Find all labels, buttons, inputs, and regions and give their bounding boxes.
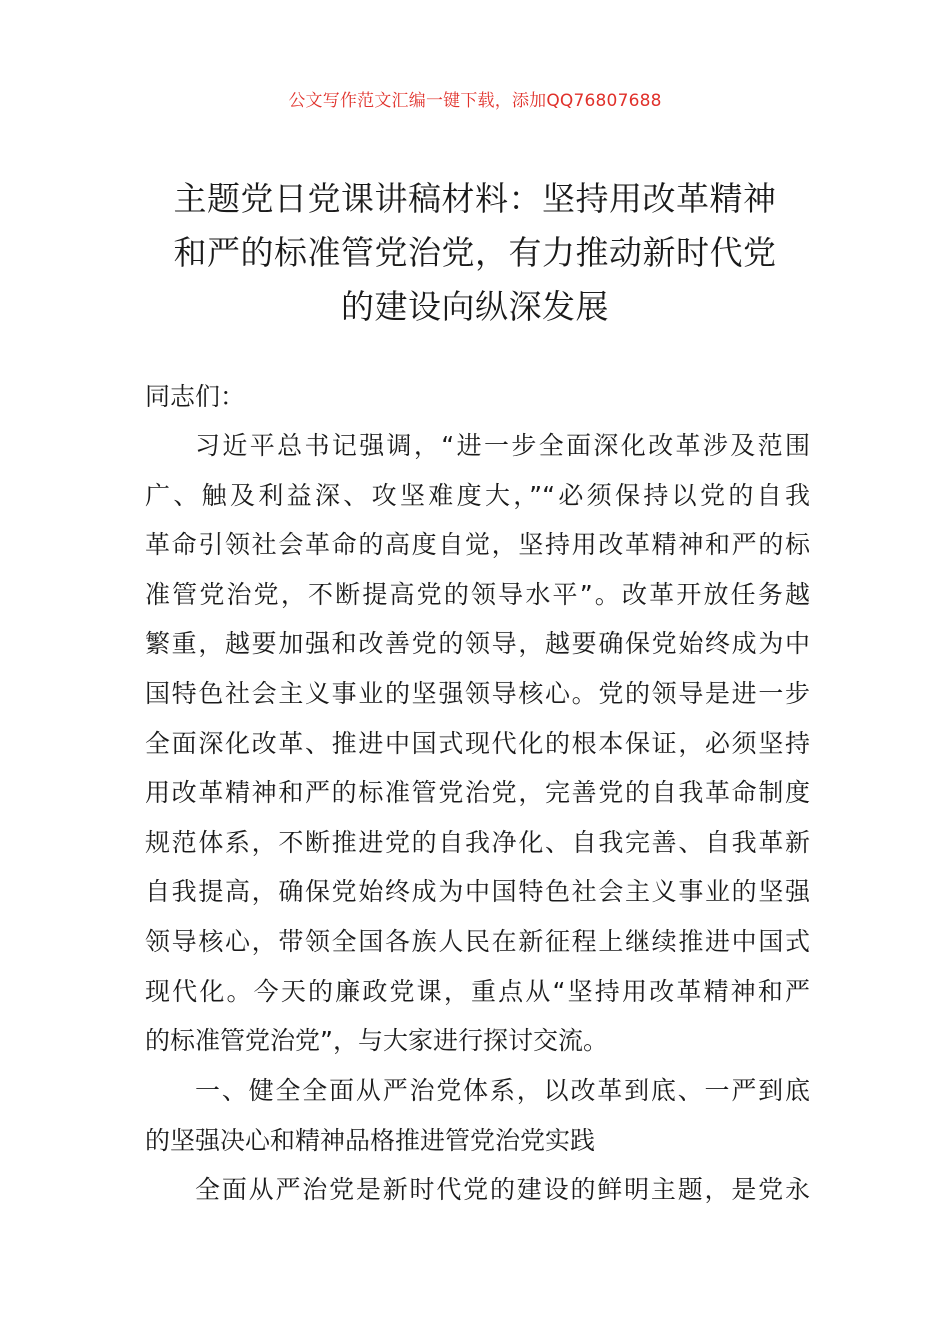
title-line: 和严的标准管党治党，有力推动新时代党 [173, 233, 777, 272]
paragraph-line: 领导核心，带领全国各族人民在新征程上继续推进中国式 [145, 926, 810, 956]
heading-line: 一、健全全面从严治党体系，以改革到底、一严到底 [195, 1076, 810, 1105]
heading-line: 的坚强决心和精神品格推进管党治党实践 [145, 1125, 596, 1155]
section-heading-1 [145, 1066, 810, 1165]
paragraph-line: 准管党治党，不断提高党的领导水平”。改革开放任务越 [145, 579, 810, 609]
paragraph-line: 国特色社会主义事业的坚强领导核心。党的领导是进一步 [145, 678, 810, 708]
paragraph-line: 全面深化改革、推进中国式现代化的根本保证，必须坚持 [145, 728, 810, 758]
paragraph-line: 革命引领社会革命的高度自觉，坚持用改革精神和严的标 [145, 530, 810, 560]
paragraph-intro [145, 421, 810, 1066]
paragraph-line: 全面从严治党是新时代党的建设的鲜明主题，是党永 [195, 1175, 810, 1204]
title-line: 的建设向纵深发展 [341, 287, 609, 326]
paragraph-line: 自我提高，确保党始终成为中国特色社会主义事业的坚强 [145, 877, 810, 907]
document-title [140, 172, 810, 334]
paragraph-line: 习近平总书记强调，“进一步全面深化改革涉及范围 [195, 431, 810, 460]
paragraph-line: 的标准管党治党”，与大家进行探讨交流。 [145, 1026, 608, 1056]
paragraph-line: 广、触及利益深、攻坚难度大，”“必须保持以党的自我 [145, 480, 810, 510]
paragraph-line: 现代化。今天的廉政党课，重点从“坚持用改革精神和严 [145, 976, 810, 1006]
paragraph-line: 用改革精神和严的标准管党治党，完善党的自我革命制度 [145, 778, 810, 808]
paragraph-line: 规范体系，不断推进党的自我净化、自我完善、自我革新 [145, 827, 810, 857]
paragraph-line: 繁重，越要加强和改善党的领导，越要确保党始终成为中 [145, 629, 810, 659]
paragraph-section-1 [145, 1165, 810, 1215]
title-line: 主题党日党课讲稿材料：坚持用改革精神 [173, 179, 777, 218]
salutation: 同志们： [145, 382, 246, 411]
download-notice: 公文写作范文汇编一键下载，添加QQ76807688 [288, 91, 662, 111]
